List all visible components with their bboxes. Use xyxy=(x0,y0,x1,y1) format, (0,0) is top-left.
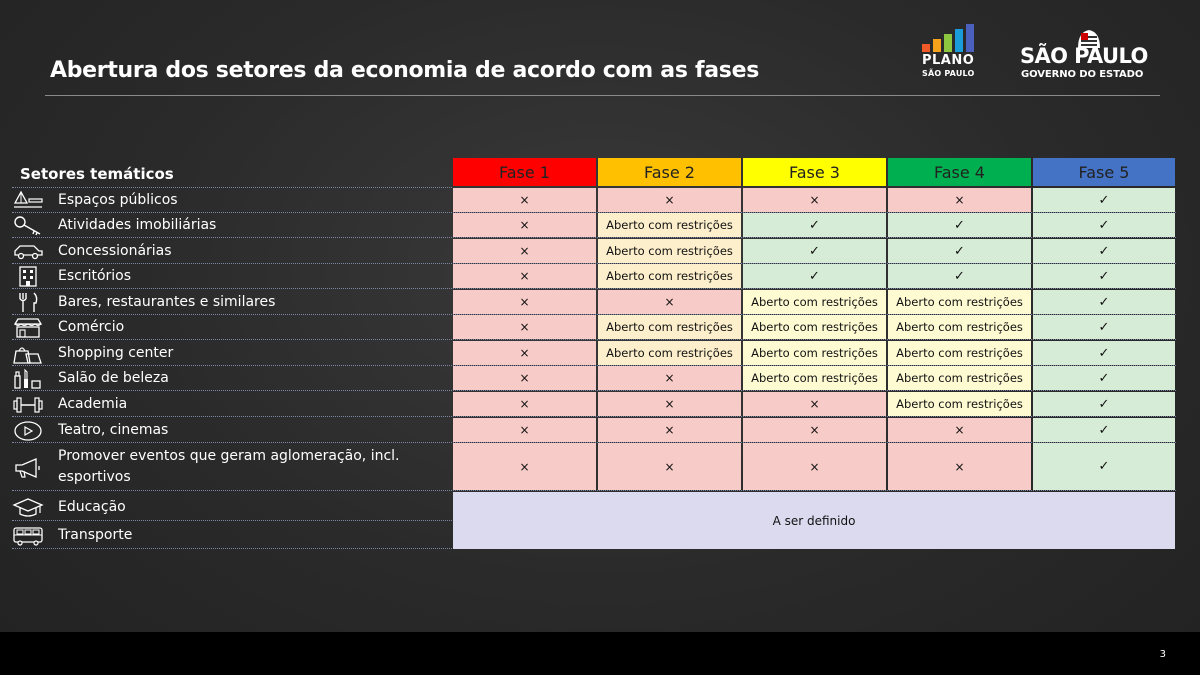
phase-cell: × xyxy=(743,418,886,442)
sector-name: Salão de beleza xyxy=(58,369,169,386)
page-title: Abertura dos setores da economia de acordo com as fases xyxy=(50,58,760,83)
phase-cell: Aberto com restrições xyxy=(598,213,741,237)
governo-sp-logo xyxy=(1018,28,1163,84)
row-divider xyxy=(12,416,1176,417)
row-divider xyxy=(12,187,452,188)
phase-cell: × xyxy=(453,188,596,212)
plano-bars-icon xyxy=(922,22,982,52)
sector-name: Espaços públicos xyxy=(58,191,178,208)
sector-row-label xyxy=(12,264,452,288)
phase-cell: × xyxy=(598,366,741,390)
phase-header-1: Fase 1 xyxy=(453,158,596,186)
sector-name: Escritórios xyxy=(58,267,132,284)
sector-row-label xyxy=(12,315,452,339)
sector-row-label xyxy=(12,392,452,416)
plano-bar-4 xyxy=(955,29,963,52)
sector-row-label xyxy=(12,213,452,237)
phase-cell: × xyxy=(453,443,596,490)
plano-sao-paulo-logo xyxy=(920,22,982,82)
row-divider xyxy=(12,339,1176,340)
sector-row-label xyxy=(12,494,452,520)
phase-cell: × xyxy=(453,239,596,263)
sp-logo-subtext: GOVERNO DO ESTADO xyxy=(1021,69,1144,80)
store-icon xyxy=(12,315,46,339)
beauty-products-icon xyxy=(12,366,46,390)
phase-cell: × xyxy=(598,443,741,490)
sector-row-label xyxy=(12,188,452,212)
phase-cell: ✓ xyxy=(1033,366,1175,390)
phase-cell: × xyxy=(453,341,596,365)
phase-cell: × xyxy=(453,418,596,442)
phase-cell: ✓ xyxy=(1033,341,1175,365)
sector-name: Academia xyxy=(58,395,128,412)
phase-cell: Aberto com restrições xyxy=(598,264,741,288)
plano-logo-text: PLANO xyxy=(922,53,975,68)
phase-cell: Aberto com restrições xyxy=(598,315,741,339)
row-divider xyxy=(12,490,1176,491)
phase-cell: ✓ xyxy=(1033,443,1175,490)
row-divider xyxy=(12,390,1176,391)
graduation-cap-icon xyxy=(12,495,46,519)
sectors-header: Setores temáticos xyxy=(20,165,174,183)
phase-cell: ✓ xyxy=(1033,315,1175,339)
key-icon xyxy=(12,213,46,237)
park-icon xyxy=(12,188,46,212)
phase-cell: × xyxy=(888,418,1031,442)
undefined-cell: A ser definido xyxy=(453,492,1175,549)
phase-cell: ✓ xyxy=(743,239,886,263)
phase-cell: ✓ xyxy=(1033,239,1175,263)
phase-cell: × xyxy=(453,392,596,416)
phase-cell: ✓ xyxy=(1033,188,1175,212)
phase-cell: × xyxy=(453,264,596,288)
sp-logo-text: SÃO PAULO xyxy=(1020,44,1148,68)
sector-name: Concessionárias xyxy=(58,242,172,259)
phase-cell: × xyxy=(453,366,596,390)
page-number: 3 xyxy=(1159,649,1166,660)
sector-row-label xyxy=(12,418,452,442)
sector-row-label xyxy=(12,443,452,490)
row-divider xyxy=(12,520,452,521)
phase-cell: Aberto com restrições xyxy=(743,341,886,365)
sector-name: Comércio xyxy=(58,318,125,335)
phase-cell: × xyxy=(743,443,886,490)
phase-cell: × xyxy=(453,290,596,314)
sector-row-label xyxy=(12,341,452,365)
bus-icon xyxy=(12,523,46,547)
plano-bar-2 xyxy=(933,39,941,52)
plano-logo-subtext: SÃO PAULO xyxy=(922,69,975,78)
sector-row-label xyxy=(12,366,452,390)
phase-cell: ✓ xyxy=(1033,392,1175,416)
phase-cell: × xyxy=(453,213,596,237)
phase-cell: Aberto com restrições xyxy=(888,341,1031,365)
phase-header-5: Fase 5 xyxy=(1033,158,1175,186)
title-divider xyxy=(45,95,1160,96)
plano-bar-5 xyxy=(966,24,974,52)
phase-cell: ✓ xyxy=(743,213,886,237)
plano-bar-1 xyxy=(922,44,930,52)
phase-cell: Aberto com restrições xyxy=(888,290,1031,314)
phase-cell: × xyxy=(743,392,886,416)
sector-row-label xyxy=(12,239,452,263)
car-icon xyxy=(12,239,46,263)
play-icon xyxy=(12,418,46,442)
sector-row-label xyxy=(12,522,452,548)
phase-cell: Aberto com restrições xyxy=(598,341,741,365)
phase-cell: × xyxy=(743,188,886,212)
phase-header-3: Fase 3 xyxy=(743,158,886,186)
phase-header-4: Fase 4 xyxy=(888,158,1031,186)
phase-cell: ✓ xyxy=(888,239,1031,263)
phase-cell: Aberto com restrições xyxy=(598,239,741,263)
phase-cell: × xyxy=(453,315,596,339)
row-divider xyxy=(12,237,1176,238)
building-icon xyxy=(12,264,46,288)
sector-name: Educação xyxy=(58,498,126,515)
shopping-bag-icon xyxy=(12,341,46,365)
phase-cell: ✓ xyxy=(1033,264,1175,288)
sector-row-label xyxy=(12,290,452,314)
phase-cell: ✓ xyxy=(1033,213,1175,237)
row-divider xyxy=(12,548,452,549)
phase-cell: × xyxy=(598,418,741,442)
row-divider xyxy=(12,288,1176,289)
phase-cell: Aberto com restrições xyxy=(743,315,886,339)
phase-header-2: Fase 2 xyxy=(598,158,741,186)
sector-name: Shopping center xyxy=(58,344,174,361)
sector-name: Bares, restaurantes e similares xyxy=(58,293,276,310)
phase-cell: ✓ xyxy=(888,264,1031,288)
cutlery-icon xyxy=(12,290,46,314)
footer-bar xyxy=(0,632,1200,675)
phase-cell: Aberto com restrições xyxy=(888,392,1031,416)
phase-cell: ✓ xyxy=(1033,290,1175,314)
phase-cell: × xyxy=(598,188,741,212)
phase-cell: ✓ xyxy=(1033,418,1175,442)
phase-cell: Aberto com restrições xyxy=(888,315,1031,339)
phase-cell: × xyxy=(888,443,1031,490)
sector-name: Transporte xyxy=(58,526,133,543)
phase-cell: ✓ xyxy=(743,264,886,288)
megaphone-icon xyxy=(12,455,46,479)
phase-cell: Aberto com restrições xyxy=(743,290,886,314)
dumbbell-icon xyxy=(12,392,46,416)
phase-cell: × xyxy=(598,392,741,416)
phase-cell: × xyxy=(598,290,741,314)
phase-cell: Aberto com restrições xyxy=(743,366,886,390)
phase-cell: Aberto com restrições xyxy=(888,366,1031,390)
phase-cell: ✓ xyxy=(888,213,1031,237)
sector-name: Teatro, cinemas xyxy=(58,421,169,438)
plano-bar-3 xyxy=(944,34,952,52)
sector-name: Promover eventos que geram aglomeração, incl. esportivos xyxy=(58,447,400,485)
sector-name: Atividades imobiliárias xyxy=(58,216,217,233)
phase-cell: × xyxy=(888,188,1031,212)
